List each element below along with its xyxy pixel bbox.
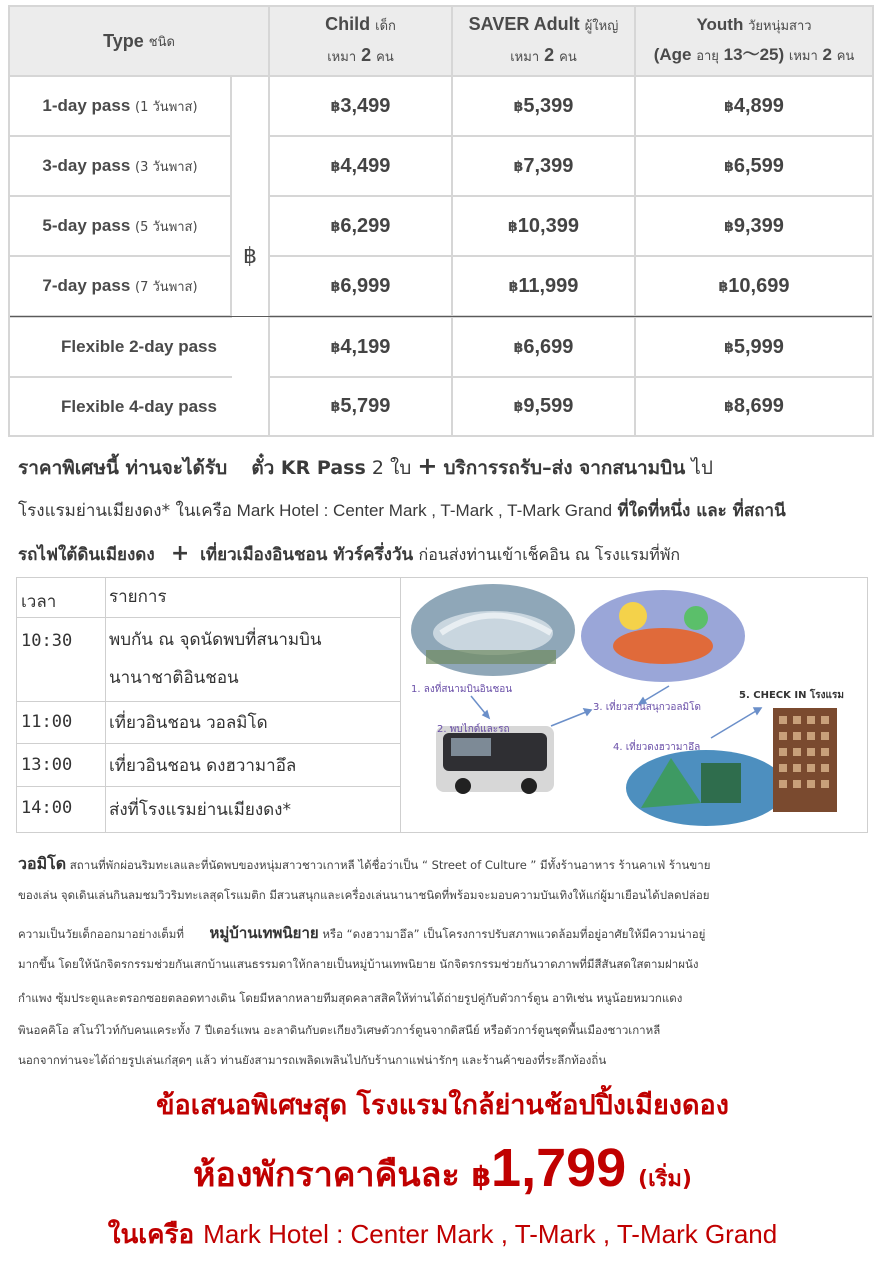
currency-symbol: ฿ [330,157,341,174]
youth-price-cell [636,257,872,315]
promo-from: (เริ่ม) [638,1167,692,1192]
youth-price: 6,599 [733,154,784,177]
header-child-en: Child [325,14,371,34]
header-youth-age-th: อายุ [696,49,719,64]
schedule-item-line: พบกัน ณ จุดนัดพบที่สนามบิน [109,630,322,650]
offer-line-3 [18,541,868,568]
header-type-th: ชนิด [148,34,175,50]
offer-hotel-chain: ในเครือ Mark Hotel : Center Mark , T-Mark , T-Mark Grand [175,501,613,520]
currency-symbol: ฿ [330,97,341,114]
schedule-time: 11:00 [21,712,73,732]
step-4-label: 4. เที่ยวดงฮวามาอึล [613,742,701,753]
youth-price: 9,399 [733,214,784,237]
currency-symbol: ฿ [513,97,524,114]
pass-type-thai: (7 วันพาส) [135,279,198,295]
currency-symbol: ฿ [243,243,257,268]
description-text: ความเป็นวัยเด็กออกมาอย่างเต็มที่ [18,927,184,941]
child-price: 6,999 [340,274,391,297]
pass-type: 3-day pass [42,156,131,175]
saver-price: 9,599 [523,395,574,417]
offer-line-2 [18,497,868,524]
currency-symbol: ฿ [513,338,524,355]
currency-symbol: ฿ [513,398,524,414]
promo-currency: ฿ [471,1160,492,1193]
saver-price: 5,399 [523,94,574,117]
saver-price: 7,399 [523,154,574,177]
saver-price-cell [453,137,634,195]
child-price-cell [270,197,451,255]
pass-type-cell [10,197,230,255]
section-divider [10,316,872,317]
currency-symbol: ฿ [724,97,734,114]
header-youth-age-range: 13～25) [723,45,785,64]
schedule-row [17,702,400,744]
schedule-header-row [17,578,400,618]
pass-type-thai: (1 วันพาส) [135,99,198,115]
plus-sign-2: + [170,541,190,566]
pass-type-cell [10,137,230,195]
header-type [10,7,268,75]
schedule-table [16,577,401,833]
step-3-label: 3. เที่ยวสวนสนุกวอลมิโด [593,702,701,713]
schedule-item-line: นานาชาติอินชอน [109,668,239,688]
description-line: กำแพง ซุ้มประตูและตรอกซอยตลอดทางเดิน โดยมีหลากหลายทีมสุดคลาสสิคให้ท่านได้ถ่ายรูปคู่กับตัวการ์ตูน อาทิเช่น หนูน้อยหมวกแดง [18,991,683,1005]
offer-hotel-area: โรงแรมย่านเมียงดง* [18,501,171,521]
header-saver-count: 2 [544,45,555,65]
schedule-time: 13:00 [21,755,73,775]
pass-type-thai: (5 วันพาส) [135,219,198,235]
header-child-note: เหมา [327,50,357,65]
offer-hotel-choice: ที่ใดที่หนึ่ง และ ที่สถานี [617,501,786,521]
description-line: ของเล่น จุดเดินเล่นกินลมชมวิวริมทะเลสุดโรแมติก มีสวนสนุกและเครื่องเล่นนานาชนิดที่พร้อมจะมอบความบันเทิงให้แก่ผู้มาเยือนได้ปลดปล่อย [18,888,710,902]
child-price-cell [270,378,451,435]
schedule-time: 14:00 [21,798,73,818]
offer-tour: เที่ยวเมืองอินชอน ทัวร์ครึ่งวัน [200,545,414,565]
header-child [270,7,451,75]
header-child-count: 2 [361,45,372,65]
saver-price: 11,999 [518,274,579,297]
pass-type-cell [10,378,268,435]
header-saver-unit: คน [559,50,577,65]
pass-type: 7-day pass [42,276,131,295]
header-youth-count: 2 [822,45,832,64]
youth-price: 5,999 [733,335,784,358]
description-text: สถานที่พักผ่อนริมทะเลและที่นัดพบของหนุ่มสาวชาวเกาหลี ได้ชื่อว่าเป็น “ Street of Culture ” มีทั้งร้านอาหาร ร้านคาเฟ่ ร้านขาย [69,858,711,872]
header-youth-note: เหมา [788,49,818,64]
header-youth-age: (Age [653,45,692,64]
description-line [18,921,868,945]
description-text: หรือ “ดงฮวามาอึล” เป็นโครงการปรับสภาพแวดล้อมที่อยู่อาศัยให้มีความน่าอยู่ [322,927,706,941]
child-price-cell [270,77,451,135]
schedule-row [17,787,400,832]
pass-type-thai: (3 วันพาส) [135,159,198,175]
header-type-en: Type [103,30,144,51]
offer-line-1 [18,452,868,483]
saver-price-cell [453,318,634,376]
header-youth-th: วัยหนุ่มสาว [748,19,812,34]
promo-chain-names: Mark Hotel : Center Mark , T-Mark , T-Mark Grand [203,1219,778,1249]
pass-type: 5-day pass [42,216,131,235]
header-child-unit: คน [376,50,394,65]
description-line [18,852,868,877]
schedule-item: เที่ยวอินชอน วอลมิโด [109,713,268,733]
header-youth-en: Youth [696,15,744,34]
step-2-label: 2. พบไกด์และรถ [437,724,510,735]
header-saver-note: เหมา [510,50,540,65]
offer-checkin: ก่อนส่งท่านเข้าเช็คอิน ณ โรงแรมที่พัก [418,545,681,564]
fairy-village-title: หมู่บ้านเทพนิยาย [209,924,319,942]
currency-symbol: ฿ [508,217,518,234]
schedule-col-time: เวลา [21,592,57,612]
header-child-th: เด็ก [375,19,396,34]
pass-type: Flexible 4-day pass [61,396,217,416]
saver-price: 10,399 [517,214,579,237]
youth-price-cell [636,197,872,255]
tour-route-diagram [400,577,868,833]
header-youth [636,7,872,75]
header-youth-unit: คน [836,49,855,64]
child-price: 6,299 [340,214,391,237]
description-line: มากขึ้น โดยให้นักจิตรกรรมช่วยกันเสกบ้านแสนธรรมดาให้กลายเป็นหมู่บ้านเทพนิยาย นักจิตรกรรมช่วยกันวาดภาพที่มีสีสันสดใสตามฝาผนัง [18,957,699,971]
pass-type-cell [10,77,230,135]
currency-symbol: ฿ [724,217,734,234]
header-saver-en: SAVER Adult [468,14,580,34]
currency-symbol: ฿ [330,217,341,234]
saver-price: 6,699 [523,335,574,358]
child-price: 4,199 [340,335,391,358]
youth-price: 4,899 [733,94,784,117]
youth-price: 10,699 [728,274,790,297]
promo-price-line [0,1138,885,1210]
youth-price: 8,699 [733,395,784,417]
promo-chain-label: ในเครือ [107,1220,195,1250]
offer-station: รถไฟใต้ดินเมียงดง [18,545,155,565]
promo-headline: ข้อเสนอพิเศษสุด โรงแรมใกล้ย่านช้อปปิ้งเมียงดอง [156,1090,729,1121]
description-line: นอกจากท่านจะได้ถ่ายรูปเล่นเก๋สุดๆ แล้ว ท่านยังสามารถเพลิดเพลินไปกับร้านกาแฟน่ารักๆ และร้านค้าของที่ระลึกท้องถิ่น [18,1053,607,1067]
offer-ticket: ตั๋ว KR Pass [251,457,366,479]
child-price: 5,799 [340,395,391,417]
header-saver [453,7,634,75]
offer-ticket-count: 2 ใบ [371,457,412,479]
description-line: พินอคคิโอ สโนว์ไวท์กับคนแคระทั้ง 7 ปีเตอร์แพน อะลาดินกับตะเกียงวิเศษตัวการ์ตูนจากดิสนีย์ หรือตัวการ์ตูนชุดพื้นเมืองชาวเกาหลี [18,1023,661,1037]
promo-price: 1,799 [491,1138,627,1198]
child-price-cell [270,137,451,195]
wolmido-title: วอมิโด [18,854,67,873]
currency-symbol: ฿ [724,157,734,174]
step-1-label: 1. ลงที่สนามบินอินชอน [411,684,513,695]
step-5-label: 5. CHECK IN โรงแรม [739,690,844,701]
offer-transfer: บริการรถรับ–ส่ง จากสนามบิน [443,457,686,479]
schedule-row [17,618,400,702]
schedule-col-item: รายการ [109,587,167,607]
currency-symbol: ฿ [330,277,341,294]
currency-symbol: ฿ [724,398,734,414]
pass-type: Flexible 2-day pass [61,337,217,356]
schedule-row [17,744,400,787]
saver-price-cell [453,378,634,435]
currency-symbol: ฿ [718,277,729,294]
header-saver-th: ผู้ใหญ่ [584,19,619,34]
pass-type-cell [10,318,268,376]
child-price-cell [270,318,451,376]
youth-price-cell [636,378,872,435]
promo-hotel-chain [0,1214,885,1255]
currency-symbol: ฿ [330,338,341,355]
currency-symbol: ฿ [330,398,341,414]
offer-to: ไป [691,457,713,479]
youth-price-cell [636,137,872,195]
schedule-item: เที่ยวอินชอน ดงฮวามาอึล [109,756,297,776]
saver-price-cell [453,77,634,135]
currency-symbol: ฿ [508,277,519,294]
offer-intro: ราคาพิเศษนี้ ท่านจะได้รับ [18,457,228,479]
saver-price-cell [453,197,634,255]
pass-type: 1-day pass [42,96,131,115]
schedule-time: 10:30 [21,631,73,651]
promo-price-label: ห้องพักราคาคืนละ [193,1155,460,1195]
currency-symbol: ฿ [724,338,734,355]
youth-price-cell [636,318,872,376]
child-price: 3,499 [340,94,391,117]
child-price: 4,499 [340,154,391,177]
plus-sign: + [417,452,438,480]
youth-price-cell [636,77,872,135]
price-table [8,5,874,437]
schedule-item [109,621,395,697]
saver-price-cell [453,257,634,315]
child-price-cell [270,257,451,315]
schedule-item: ส่งที่โรงแรมย่านเมียงดง* [109,800,291,820]
pass-type-cell [10,257,230,315]
currency-symbol: ฿ [513,157,524,174]
